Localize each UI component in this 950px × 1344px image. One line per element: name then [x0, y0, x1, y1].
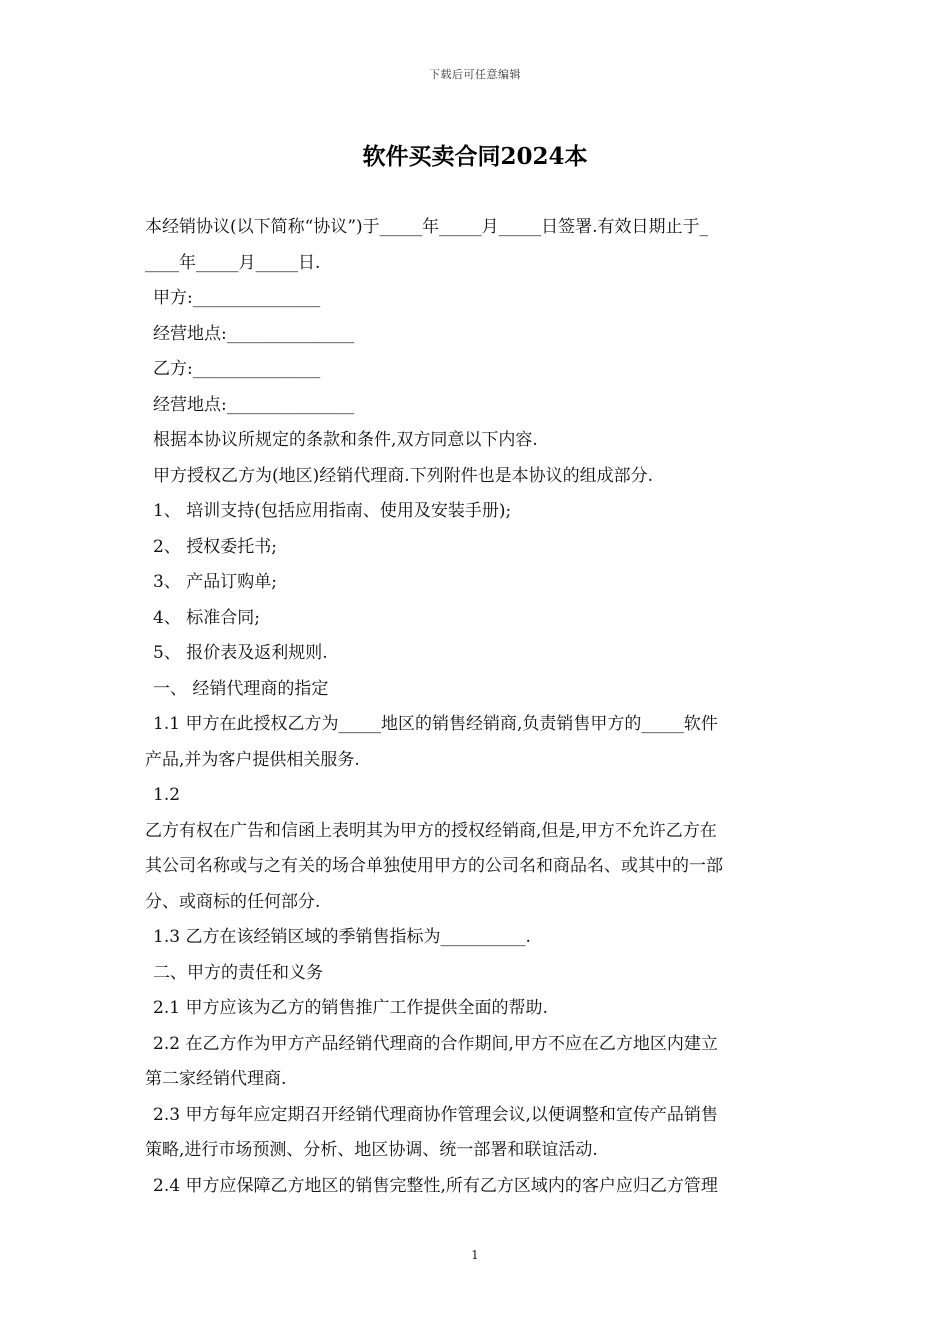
list-item: 3、 产品订购单;: [153, 572, 277, 592]
body-line: 乙方:_______________: [153, 359, 321, 379]
list-item: 1、 培训支持(包括应用指南、使用及安装手册);: [153, 501, 512, 521]
body-line: 1.3 乙方在该经销区域的季销售指标为__________.: [153, 927, 531, 947]
body-line: 乙方有权在广告和信函上表明其为甲方的授权经销商,但是,甲方不允许乙方在: [145, 820, 717, 841]
list-item: 4、 标准合同;: [153, 607, 260, 628]
body-line: 其公司名称或与之有关的场合单独使用甲方的公司名和商品名、或其中的一部: [145, 856, 723, 876]
body-line: ____年_____月_____日.: [145, 252, 321, 273]
body-line: 甲方授权乙方为(地区)经销代理商.下列附件也是本协议的组成部分.: [153, 465, 654, 486]
body-line: 甲方:_______________: [153, 288, 321, 308]
section-heading: 一、 经销代理商的指定: [153, 678, 329, 699]
list-item: 2、 授权委托书;: [153, 536, 277, 557]
header-note: 下载后可任意编辑: [429, 68, 521, 81]
body-line: 策略,进行市场预测、分析、地区协调、统一部署和联谊活动.: [145, 1140, 598, 1160]
body-line: 分、或商标的任何部分.: [145, 891, 321, 912]
document-title: 软件买卖合同2024本: [362, 143, 588, 170]
body-line: 本经销协议(以下简称“协议”)于_____年_____月_____日签署.有效日期止于_: [145, 217, 709, 237]
body-line: 经营地点:_______________: [153, 394, 355, 415]
page-number: 1: [471, 1248, 479, 1262]
body-line: 1.1 甲方在此授权乙方为_____地区的销售经销商,负责销售甲方的_____软件: [153, 714, 718, 734]
body-line: 2.4 甲方应保障乙方地区的销售完整性,所有乙方区域内的客户应归乙方管理: [153, 1175, 718, 1196]
body-line: 2.3 甲方每年应定期召开经销代理商协作管理会议,以便调整和宣传产品销售: [153, 1104, 718, 1125]
section-heading: 二、甲方的责任和义务: [153, 962, 323, 983]
contract-body: [145, 210, 810, 1204]
body-line: 经营地点:_______________: [153, 323, 355, 344]
body-line: 2.2 在乙方作为甲方产品经销代理商的合作期间,甲方不应在乙方地区内建立: [153, 1033, 718, 1054]
body-line: 产品,并为客户提供相关服务.: [145, 749, 360, 770]
body-line: 2.1 甲方应该为乙方的销售推广工作提供全面的帮助.: [153, 998, 548, 1018]
body-line: 第二家经销代理商.: [145, 1069, 287, 1089]
body-line: 根据本协议所规定的条款和条件,双方同意以下内容.: [153, 430, 538, 450]
body-line: 1.2: [153, 785, 181, 805]
list-item: 5、 报价表及返利规则.: [153, 643, 328, 663]
